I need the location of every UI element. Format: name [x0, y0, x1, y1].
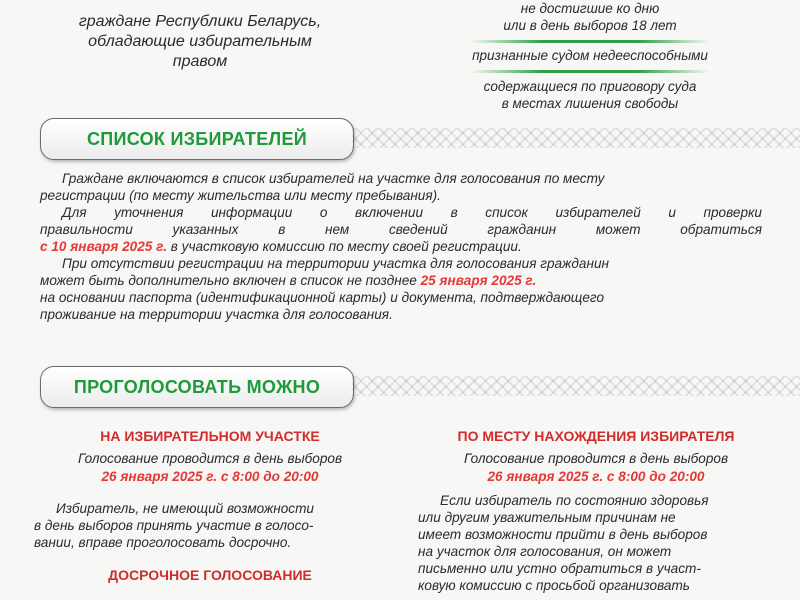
early-voting-title: ДОСРОЧНОЕ ГОЛОСОВАНИЕ [108, 567, 312, 583]
text-line: имеет возможности прийти в день выборов [418, 527, 708, 542]
ornament-band [352, 128, 800, 148]
column-title: НА ИЗБИРАТЕЛЬНОМ УЧАСТКЕ [100, 428, 320, 444]
text-line: письменно или устно обратиться в участ- [418, 561, 701, 576]
text-fragment: может быть дополнительно включен в список не позднее [40, 273, 421, 288]
text-line: При отсутствии регистрации на территории участка для голосования гражданин [62, 256, 610, 271]
text-line: или другим уважительным причинам не [418, 510, 676, 525]
text-line [40, 238, 762, 255]
eligible-line: правом [172, 53, 228, 70]
ineligible-prison-line: в местах лишения свободы [501, 96, 679, 111]
ineligible-age-line: не достигшие ко дню [520, 1, 660, 16]
text-line: ковую комиссию с просьбой организовать [418, 578, 690, 593]
column-subtitle: Голосование проводится в день выборов [463, 451, 729, 466]
column-subtitle: Голосование проводится в день выборов [77, 451, 343, 466]
polling-station-column [20, 428, 400, 583]
eligible-voters-text [40, 12, 360, 72]
ineligible-incapable: признанные судом недееспособными [472, 48, 708, 63]
ineligible-age [440, 0, 740, 34]
date-highlight: с 10 января 2025 г. [40, 239, 167, 254]
text-line: правильности указанных в нем сведений гражданин может обратиться [40, 222, 762, 237]
date-highlight: 25 января 2025 г. [420, 273, 537, 288]
text-line: Избиратель, не имеющий возможности [56, 501, 314, 516]
text-line: Если избиратель по состоянию здоровья [440, 493, 709, 508]
column-body [20, 500, 374, 551]
text-line: проживание на территории участка для голосования. [40, 307, 393, 322]
section-header-voting [40, 366, 354, 408]
ornament-band [352, 376, 800, 396]
section-title: ПРОГОЛОСОВАТЬ МОЖНО [73, 376, 321, 397]
text-line: в день выборов принять участие в голосо- [34, 518, 314, 533]
voting-datetime: 26 января 2025 г. с 8:00 до 20:00 [487, 469, 705, 484]
column-body [408, 492, 768, 594]
ineligible-prison [440, 78, 740, 112]
voter-list-text [40, 170, 762, 323]
section-title: СПИСОК ИЗБИРАТЕЛЕЙ [86, 128, 307, 149]
text-line: Для уточнения информации о включении в список избирателей и проверки [62, 205, 762, 220]
green-divider [470, 40, 710, 43]
text-line [40, 272, 762, 289]
column-title: ПО МЕСТУ НАХОЖДЕНИЯ ИЗБИРАТЕЛЯ [457, 428, 735, 444]
ineligible-age-line: или в день выборов 18 лет [503, 18, 677, 33]
text-line: регистрации (по месту жительства или месту пребывания). [40, 188, 441, 203]
eligible-line: граждане Республики Беларусь, [78, 13, 322, 30]
voter-location-column [408, 428, 784, 594]
text-line: на участок для голосования, он может [418, 544, 672, 559]
voting-datetime: 26 января 2025 г. с 8:00 до 20:00 [101, 469, 319, 484]
ineligible-prison-line: содержащиеся по приговору суда [483, 79, 697, 94]
text-line: Граждане включаются в список избирателей на участке для голосования по месту [62, 171, 605, 186]
text-line: на основании паспорта (идентификационной карты) и документа, подтверждающего [40, 290, 605, 305]
text-line: вании, вправе проголосовать досрочно. [34, 535, 292, 550]
green-divider [470, 70, 710, 73]
section-header-voter-list [40, 118, 354, 160]
eligible-line: обладающие избирательным [88, 33, 312, 50]
text-fragment: в участковую комиссию по месту своей регистрации. [167, 239, 522, 254]
